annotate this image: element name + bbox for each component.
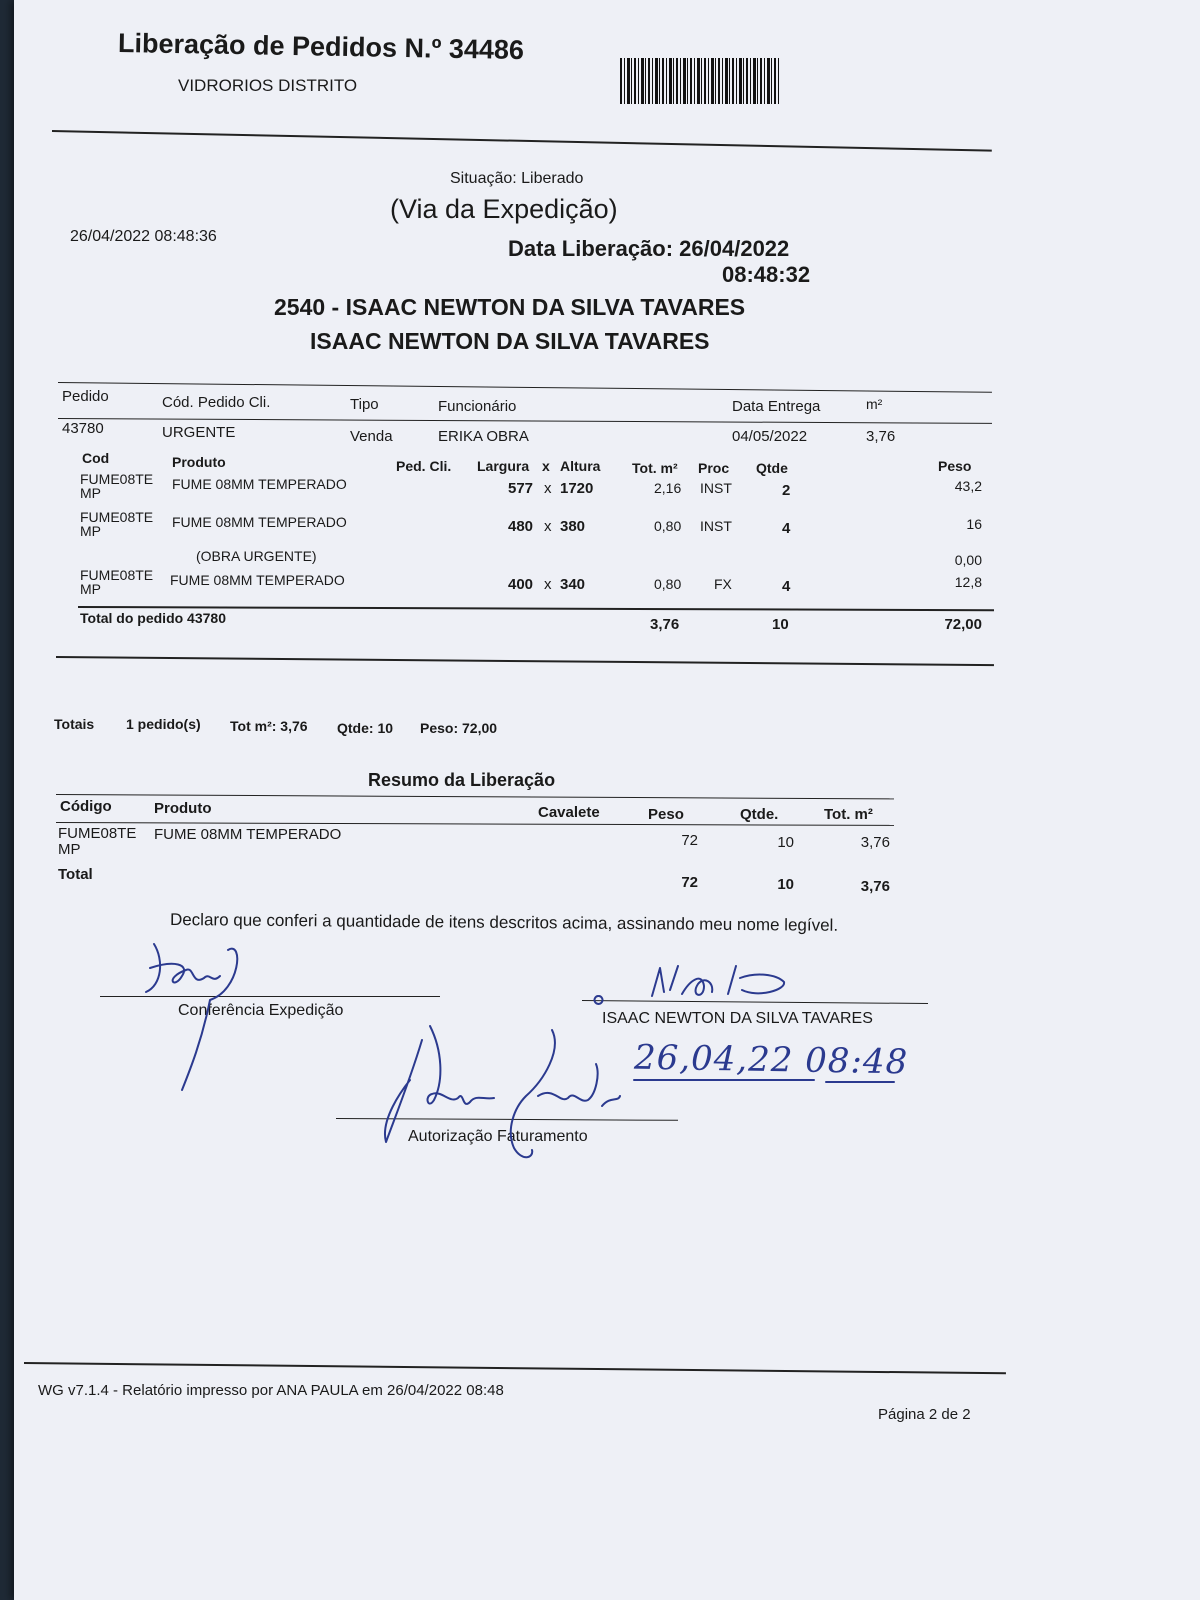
items-col-ped-cli: Ped. Cli. <box>396 458 452 474</box>
item-2-qtde: 4 <box>782 520 791 537</box>
order-funcionario: ERIKA OBRA <box>438 428 529 445</box>
summary-total-qtde: 10 <box>777 876 794 893</box>
items-col-peso: Peso <box>938 458 972 474</box>
items-col-altura: Altura <box>560 458 601 474</box>
signature-expedicao-icon <box>146 944 237 1090</box>
totals-qtde: Qtde: 10 <box>337 720 394 736</box>
item-obs: (OBRA URGENTE) <box>196 548 317 564</box>
item-2-largura: 480 <box>508 518 534 535</box>
order-tipo: Venda <box>350 428 393 445</box>
summary-title: Resumo da Liberação <box>368 770 556 790</box>
summary-col-produto: Produto <box>154 800 212 817</box>
summary-col-codigo: Código <box>60 798 112 815</box>
order-total-qtde: 10 <box>772 616 789 633</box>
summary-row-tot: 3,76 <box>860 834 890 851</box>
item-3-largura: 400 <box>508 576 534 593</box>
document-title: Liberação de Pedidos N.º 34486 <box>117 28 525 66</box>
item-3-cod-part1: FUME08TE <box>80 567 154 583</box>
item-3-cod-part2: MP <box>80 581 101 597</box>
item-3-altura: 340 <box>560 576 586 593</box>
order-cod-cli: URGENTE <box>162 424 236 441</box>
item-3-produto: FUME 08MM TEMPERADO <box>170 572 345 588</box>
items-col-tot-m2: Tot. m² <box>632 460 678 476</box>
item-obs-peso: 0,00 <box>954 552 982 568</box>
col-m2: m² <box>866 396 883 412</box>
summary-row-peso: 72 <box>681 832 698 849</box>
items-col-cod: Cod <box>82 450 110 466</box>
items-col-x: x <box>542 458 550 474</box>
item-1-tot: 2,16 <box>654 480 682 496</box>
item-1-proc: INST <box>700 480 732 496</box>
release-date: Data Liberação: 26/04/2022 <box>508 236 790 261</box>
summary-total-label: Total <box>58 866 93 883</box>
item-2-x: x <box>544 518 552 535</box>
summary-total-tot: 3,76 <box>860 878 890 895</box>
item-1-cod-part1: FUME08TE <box>80 471 154 487</box>
item-3-tot: 0,80 <box>654 576 682 592</box>
handwritten-date: 26,04,22 08:48 <box>633 1037 909 1083</box>
summary-total-peso: 72 <box>681 874 698 891</box>
item-2-tot: 0,80 <box>654 518 682 534</box>
summary-row-qtde: 10 <box>777 834 794 851</box>
summary-row-produto: FUME 08MM TEMPERADO <box>154 826 342 843</box>
items-col-largura: Largura <box>477 458 530 474</box>
summary-row-codigo-part2: MP <box>58 841 81 858</box>
signature-faturamento-icon <box>385 1026 620 1157</box>
declaration-text: Declaro que conferi a quantidade de itens descritos acima, assinando meu nome legível. <box>169 910 839 935</box>
totals-peso: Peso: 72,00 <box>420 720 498 736</box>
items-col-qtde: Qtde <box>756 460 788 476</box>
col-pedido: Pedido <box>62 388 109 405</box>
client-line-1: 2540 - ISAAC NEWTON DA SILVA TAVARES <box>274 294 746 320</box>
totals-label: Totais <box>54 716 95 732</box>
col-data-entrega: Data Entrega <box>732 398 821 415</box>
signature-cliente-icon <box>595 966 785 1004</box>
item-1-altura: 1720 <box>560 480 594 497</box>
summary-col-tot-m2: Tot. m² <box>824 806 873 823</box>
document-page <box>14 0 1200 1600</box>
page-number: Página 2 de 2 <box>878 1406 971 1423</box>
order-total-label: Total do pedido 43780 <box>80 610 226 626</box>
status-text: Situação: Liberado <box>450 170 584 187</box>
totals-tot-m2: Tot m²: 3,76 <box>230 718 308 734</box>
item-2-proc: INST <box>700 518 732 534</box>
summary-col-peso: Peso <box>648 806 684 823</box>
order-m2: 3,76 <box>866 428 896 445</box>
item-1-cod-part2: MP <box>80 485 101 501</box>
order-total-tot: 3,76 <box>650 616 680 633</box>
col-funcionario: Funcionário <box>438 398 517 415</box>
item-3-proc: FX <box>714 576 732 592</box>
item-2-cod-part2: MP <box>80 523 101 539</box>
item-3-x: x <box>544 576 552 593</box>
item-2-cod-part1: FUME08TE <box>80 509 154 525</box>
col-cod-pedido-cli: Cód. Pedido Cli. <box>162 394 271 411</box>
company-name: VIDRORIOS DISTRITO <box>178 76 358 95</box>
item-1-x: x <box>544 480 552 497</box>
order-total-peso: 72,00 <box>944 616 982 633</box>
client-line-2: ISAAC NEWTON DA SILVA TAVARES <box>310 328 710 354</box>
summary-row-codigo-part1: FUME08TE <box>58 825 137 842</box>
signature-label-cliente: ISAAC NEWTON DA SILVA TAVARES <box>602 1010 873 1027</box>
item-2-peso: 16 <box>966 516 982 532</box>
handwritten-signatures <box>14 0 1200 1200</box>
signature-label-faturamento: Autorização Faturamento <box>408 1128 588 1145</box>
summary-col-qtde: Qtde. <box>740 806 779 823</box>
item-1-peso: 43,2 <box>954 478 982 494</box>
item-1-largura: 577 <box>508 480 534 497</box>
footer-left-text: WG v7.1.4 - Relatório impresso por ANA PAULA em 26/04/2022 08:48 <box>38 1382 504 1399</box>
summary-col-cavalete: Cavalete <box>538 804 600 821</box>
signature-label-expedicao: Conferência Expedição <box>178 1002 344 1019</box>
print-datetime: 26/04/2022 08:48:36 <box>70 228 217 245</box>
via-label: (Via da Expedição) <box>390 194 618 224</box>
item-1-qtde: 2 <box>782 482 791 499</box>
item-2-altura: 380 <box>560 518 586 535</box>
release-time: 08:48:32 <box>722 262 811 287</box>
item-3-qtde: 4 <box>782 578 791 595</box>
order-data-entrega: 04/05/2022 <box>732 428 808 445</box>
col-tipo: Tipo <box>350 396 379 413</box>
item-2-produto: FUME 08MM TEMPERADO <box>172 514 347 530</box>
footer-rule <box>24 1362 1006 1374</box>
totals-pedidos: 1 pedido(s) <box>126 716 201 732</box>
item-1-produto: FUME 08MM TEMPERADO <box>172 476 347 492</box>
items-col-proc: Proc <box>698 460 730 476</box>
items-col-produto: Produto <box>172 454 226 470</box>
item-3-peso: 12,8 <box>954 574 982 590</box>
order-pedido: 43780 <box>62 420 104 437</box>
